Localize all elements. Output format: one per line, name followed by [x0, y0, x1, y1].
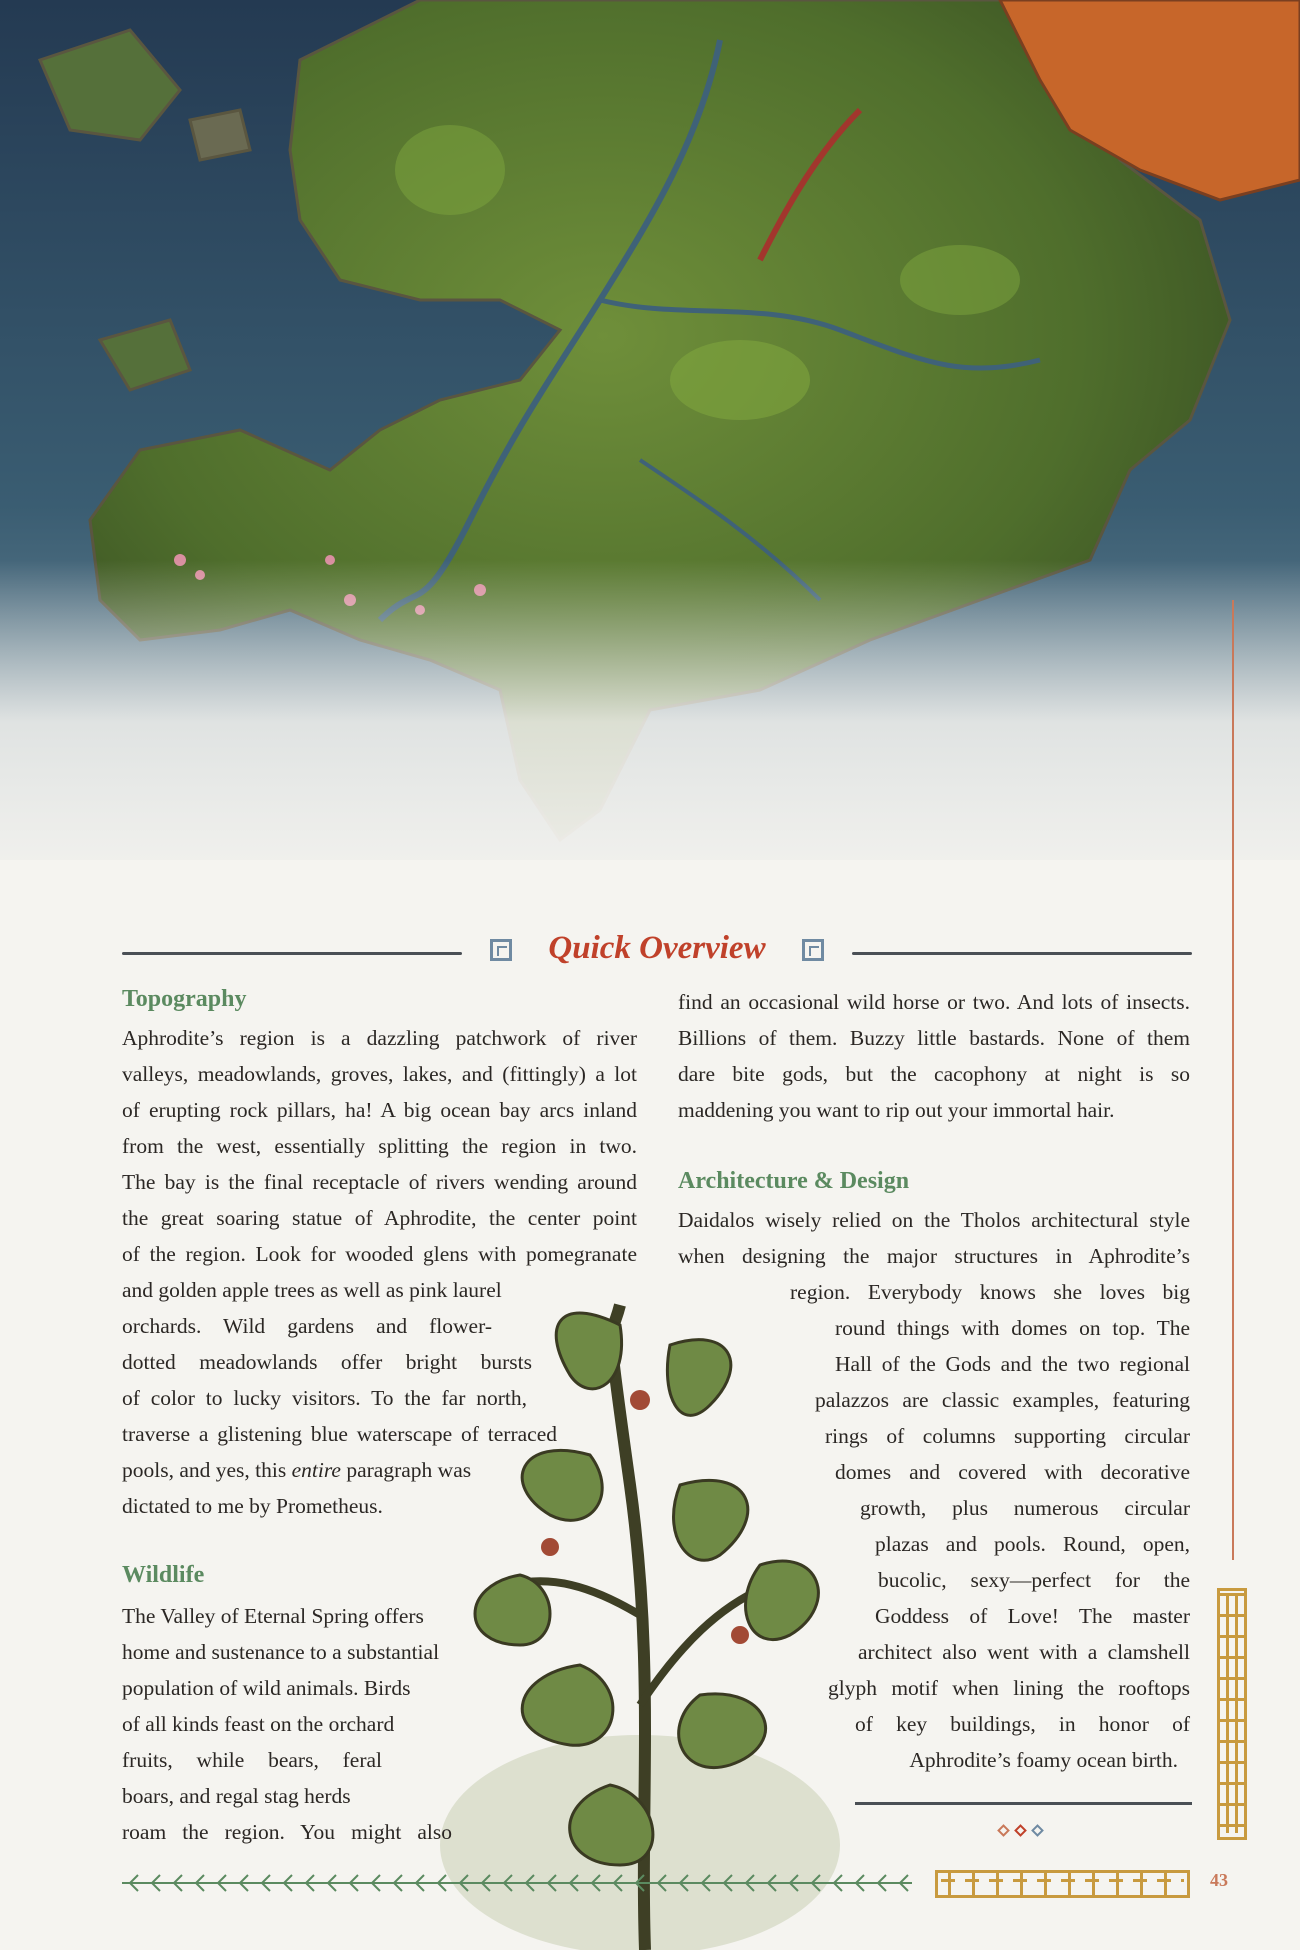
- quick-overview-header: [122, 930, 1192, 978]
- text-line: find an occasional wild horse or two. And lots of insects.: [678, 990, 1190, 1014]
- section-heading-topography: Topography: [122, 986, 247, 1012]
- text-line: of color to lucky visitors. To the far north,: [122, 1386, 527, 1410]
- greek-key-vertical-ornament: [1217, 1588, 1247, 1840]
- text-line: Aphrodite’s foamy ocean birth.: [909, 1748, 1178, 1772]
- text-line: of the region. Look for wooded glens with pomegranate: [122, 1242, 637, 1266]
- text-line: the great soaring statue of Aphrodite, the center point: [122, 1206, 637, 1230]
- text-line: valleys, meadowlands, groves, lakes, and (fittingly) a lot: [122, 1062, 637, 1086]
- diamond-ornament-icon: [997, 1824, 1047, 1838]
- text-line: population of wild animals. Birds: [122, 1676, 411, 1700]
- architecture-paragraph: [678, 1202, 1190, 1778]
- section-end-rule: [855, 1802, 1192, 1805]
- text-line: fruits, while bears, feral: [122, 1748, 382, 1772]
- text-line: boars, and regal stag herds: [122, 1784, 351, 1808]
- text-line: palazzos are classic examples, featuring: [815, 1388, 1190, 1412]
- text-line: region. Everybody knows she loves big: [790, 1280, 1190, 1304]
- text-line: The bay is the final receptacle of rivers wending around: [122, 1170, 637, 1194]
- section-heading-architecture: Architecture & Design: [678, 1168, 910, 1194]
- text-line: maddening you want to rip out your immortal hair.: [678, 1098, 1115, 1122]
- text-line: The Valley of Eternal Spring offers: [122, 1604, 424, 1628]
- text-line: Billions of them. Buzzy little bastards. None of them: [678, 1026, 1190, 1050]
- text-line: bucolic, sexy—perfect for the: [878, 1568, 1190, 1592]
- text-line: and golden apple trees as well as pink laurel: [122, 1278, 502, 1302]
- region-map-illustration: [0, 0, 1300, 920]
- text-line: [122, 1452, 637, 1488]
- text-line: orchards. Wild gardens and flower-: [122, 1314, 492, 1338]
- meander-glyph-icon: [490, 939, 512, 961]
- section-heading-wildlife: Wildlife: [122, 1562, 205, 1588]
- text-line: of key buildings, in honor of: [855, 1712, 1190, 1736]
- text-line: dictated to me by Prometheus.: [122, 1494, 383, 1518]
- text-line: of erupting rock pillars, ha! A big ocean bay arcs inland: [122, 1098, 637, 1122]
- vine-border-ornament: [122, 1872, 912, 1894]
- wildlife-paragraph: [122, 1598, 452, 1850]
- text-line: plazas and pools. Round, open,: [875, 1532, 1190, 1556]
- text-line: of all kinds feast on the orchard: [122, 1712, 395, 1736]
- meander-glyph-icon: [802, 939, 824, 961]
- side-decorative-rule: [1232, 600, 1234, 1560]
- greek-key-horizontal-ornament: [935, 1870, 1190, 1898]
- text-line: dotted meadowlands offer bright bursts: [122, 1350, 532, 1374]
- text-line: when designing the major structures in Aphrodite’s: [678, 1244, 1190, 1268]
- text-line: growth, plus numerous circular: [860, 1496, 1190, 1520]
- text-line: glyph motif when lining the rooftops: [828, 1676, 1190, 1700]
- text-fragment: pools, and yes, this: [122, 1458, 292, 1482]
- emphasis-text: entire: [291, 1458, 341, 1482]
- text-line: domes and covered with decorative: [835, 1460, 1190, 1484]
- header-rule-left: [122, 952, 462, 955]
- page-title: Quick Overview: [548, 930, 766, 966]
- text-line: home and sustenance to a substantial: [122, 1640, 440, 1664]
- wildlife-continued-paragraph: [678, 984, 1190, 1128]
- text-line: Goddess of Love! The master: [875, 1604, 1190, 1628]
- text-line: dare bite gods, but the cacophony at night is so: [678, 1062, 1190, 1086]
- text-line: architect also went with a clamshell: [858, 1640, 1190, 1664]
- text-line: round things with domes on top. The: [835, 1316, 1190, 1340]
- header-rule-right: [852, 952, 1192, 955]
- text-line: Daidalos wisely relied on the Tholos architectural style: [678, 1208, 1190, 1232]
- text-line: traverse a glistening blue waterscape of terraced: [122, 1422, 557, 1446]
- page-number: 43: [1210, 1870, 1228, 1890]
- text-line: Aphrodite’s region is a dazzling patchwork of river: [122, 1026, 637, 1050]
- text-fragment: paragraph was: [340, 1458, 472, 1482]
- text-line: Hall of the Gods and the two regional: [835, 1352, 1190, 1376]
- text-line: from the west, essentially splitting the region in two.: [122, 1134, 637, 1158]
- topography-paragraph: [122, 1020, 637, 1524]
- text-line: rings of columns supporting circular: [825, 1424, 1190, 1448]
- text-line: roam the region. You might also: [122, 1820, 452, 1844]
